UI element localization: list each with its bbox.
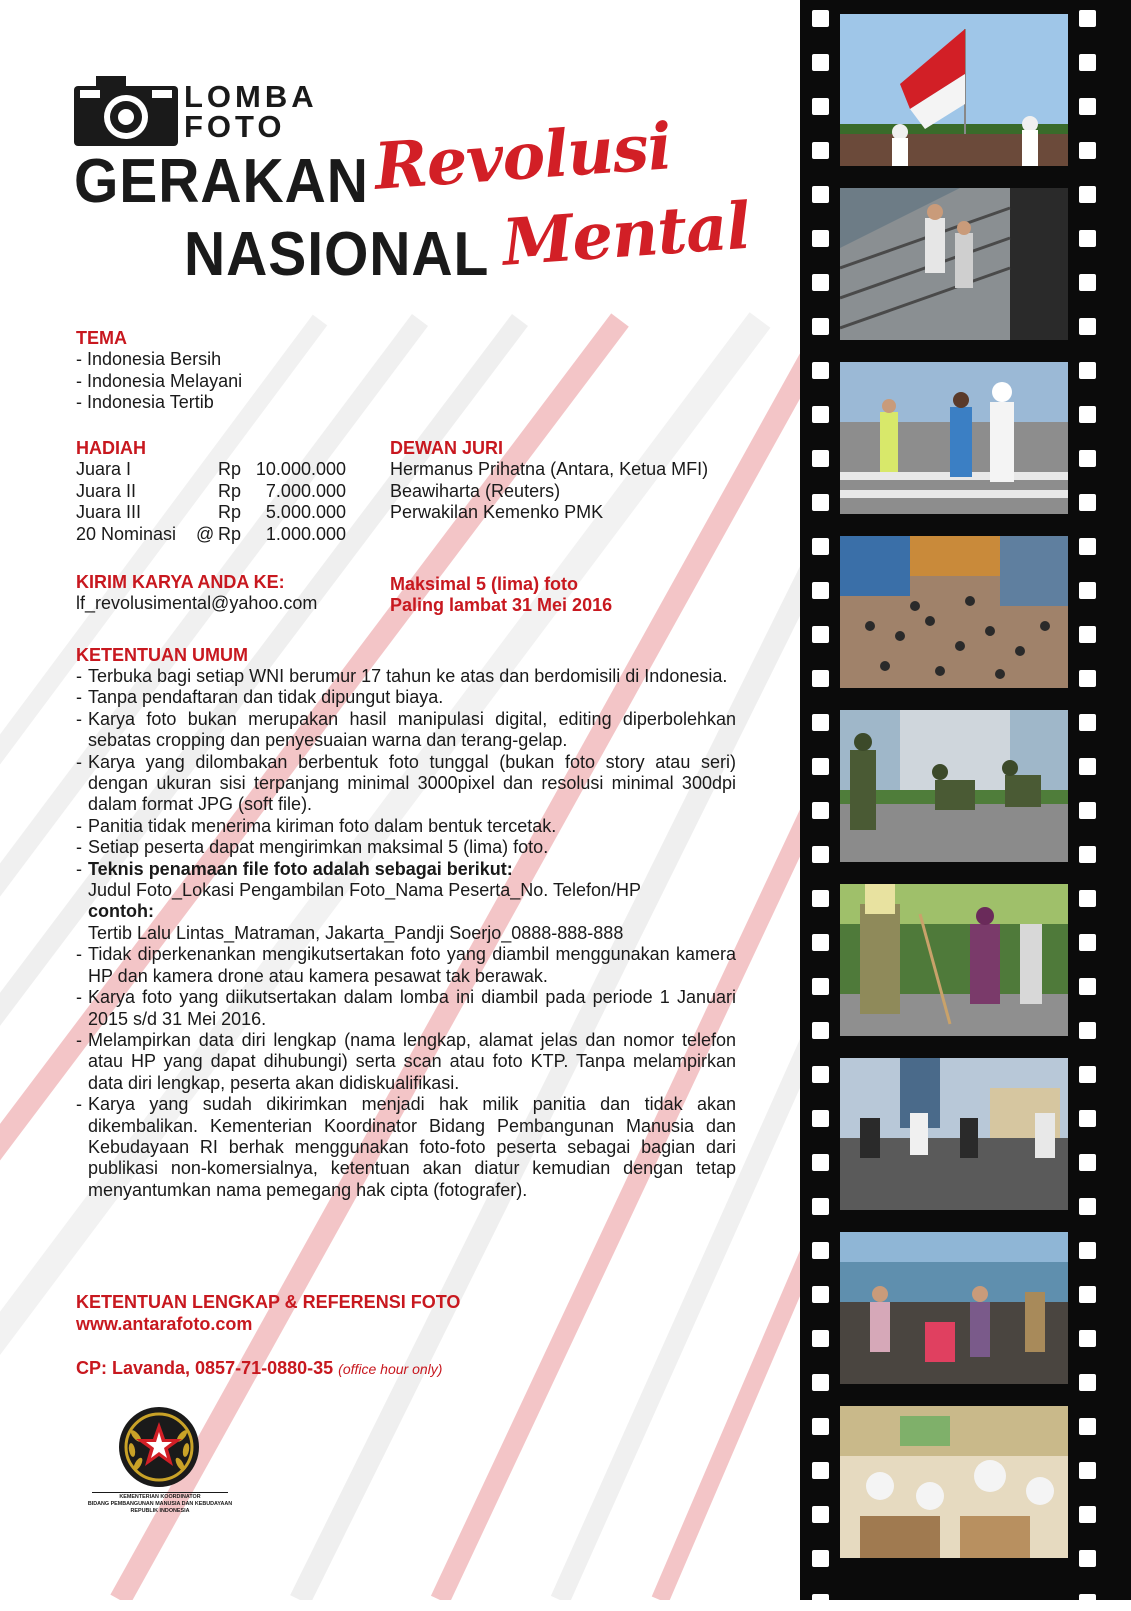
prize-row — [76, 524, 346, 546]
film-perforation — [812, 758, 829, 775]
tema-item: - Indonesia Melayani — [76, 370, 243, 391]
film-perforation — [1079, 714, 1096, 731]
photo-soldiers-cleaning — [840, 710, 1068, 862]
film-perforation — [812, 846, 829, 863]
film-perforation — [1079, 1198, 1096, 1215]
film-perforation — [1079, 10, 1096, 27]
prize-at: @ — [196, 523, 215, 544]
ministry-line: BIDANG PEMBANGUNAN MANUSIA DAN KEBUDAYAAN — [87, 1501, 233, 1507]
film-perforation — [1079, 186, 1096, 203]
prize-row — [76, 502, 346, 524]
submission-email[interactable]: lf_revolusimental@yahoo.com — [76, 593, 318, 613]
film-perforation — [1079, 758, 1096, 775]
film-perforation — [812, 1286, 829, 1303]
film-perforation — [812, 142, 829, 159]
kirim-section — [76, 572, 317, 615]
tema-heading: TEMA — [76, 328, 127, 348]
title-revolusi: Revolusi — [372, 109, 674, 205]
film-perforation — [1079, 1506, 1096, 1523]
film-perforation — [1079, 494, 1096, 511]
tema-item: - Indonesia Tertib — [76, 392, 214, 412]
rule-item: - Tanpa pendaftaran dan tidak dipungut biaya. — [76, 687, 736, 708]
deadline: Paling lambat 31 Mei 2016 — [390, 595, 613, 615]
film-perforation — [1079, 1550, 1096, 1567]
example-label: contoh: — [88, 901, 154, 922]
film-perforation — [1079, 98, 1096, 115]
contact-person — [76, 1358, 442, 1379]
film-perforation — [812, 1418, 829, 1435]
film-perforation — [1079, 846, 1096, 863]
film-perforation — [1079, 1594, 1096, 1611]
film-perforation — [1079, 626, 1096, 643]
film-perforation — [1079, 1022, 1096, 1039]
filename-example: Tertib Lalu Lintas_Matraman, Jakarta_Pandji Soerjo_0888-888-888 — [88, 922, 624, 943]
rule-item: - Setiap peserta dapat mengirimkan maksimal 5 (lima) foto. — [76, 837, 736, 858]
rules-list — [76, 666, 736, 1201]
prize-currency: Rp — [218, 502, 242, 522]
rule-item: - Karya foto yang diikutsertakan dalam lomba ini diambil pada periode 1 Januari 2015 s/d 31 Mei 2016. — [76, 987, 736, 1030]
film-perforation — [812, 318, 829, 335]
film-perforation — [812, 1154, 829, 1171]
film-perforation — [1079, 890, 1096, 907]
film-perforation — [1079, 1330, 1096, 1347]
prize-currency: Rp — [218, 523, 242, 544]
tema-section — [76, 328, 242, 414]
film-perforation — [812, 1550, 829, 1567]
film-perforation — [812, 98, 829, 115]
reference-heading: KETENTUAN LENGKAP & REFERENSI FOTO — [76, 1292, 461, 1312]
film-perforations-right — [1079, 0, 1099, 1600]
ministry-emblem-icon — [118, 1406, 200, 1488]
contact-note: (office hour only) — [338, 1361, 443, 1377]
film-perforation — [812, 1242, 829, 1259]
prize-row — [76, 481, 346, 503]
film-perforation — [812, 1022, 829, 1039]
rule-item: - Terbuka bagi setiap WNI berumur 17 tahun ke atas dan berdomisili di Indonesia. — [76, 666, 736, 687]
film-perforation — [812, 10, 829, 27]
film-perforation — [812, 1066, 829, 1083]
prize-row — [76, 459, 346, 481]
prize-currency: Rp — [218, 459, 242, 479]
film-perforation — [1079, 230, 1096, 247]
photo-stairs-helping — [840, 188, 1068, 340]
film-perforation — [1079, 318, 1096, 335]
film-perforation — [812, 1506, 829, 1523]
film-perforation — [1079, 54, 1096, 71]
film-perforation — [812, 1594, 829, 1611]
film-perforation — [1079, 582, 1096, 599]
prize-amount: 7.000.000 — [265, 480, 346, 501]
film-perforation — [812, 538, 829, 555]
photo-street-crossing — [840, 362, 1068, 514]
prize-at — [196, 459, 218, 481]
film-perforation — [1079, 1154, 1096, 1171]
max-photos: Maksimal 5 (lima) foto — [390, 574, 579, 594]
film-perforation — [1079, 1418, 1096, 1435]
lomba-text: LOMBA — [184, 79, 318, 114]
photo-crowd — [840, 536, 1068, 688]
dewan-juri-heading: DEWAN JURI — [390, 438, 504, 458]
film-perforation — [812, 1110, 829, 1127]
film-perforation — [1079, 1110, 1096, 1127]
prize-amount: 5.000.000 — [265, 502, 346, 522]
film-perforation — [812, 186, 829, 203]
rule-item: - Panitia tidak menerima kiriman foto dalam bentuk tercetak. — [76, 816, 736, 837]
film-perforation — [1079, 538, 1096, 555]
prize-label: 20 Nominasi — [76, 523, 177, 544]
film-perforation — [812, 670, 829, 687]
film-perforation — [812, 626, 829, 643]
kirim-heading: KIRIM KARYA ANDA KE: — [76, 572, 285, 592]
film-perforation — [812, 1198, 829, 1215]
rule-item: - Karya foto bukan merupakan hasil manipulasi digital, editing diperbolehkan sebatas cropping dan penyesuaian warna dan terang-gelap. — [76, 709, 736, 752]
rule-item: - Karya yang dilombakan berbentuk foto tunggal (bukan foto story atau seri) dengan ukuran sisi terpanjang minimal 3000pixel dan resolusi minimal 300dpi dalam format JPG (soft file). — [76, 752, 736, 816]
prize-label: Juara I — [76, 459, 132, 479]
prize-at — [196, 481, 218, 503]
film-perforation — [1079, 978, 1096, 995]
film-perforation — [812, 714, 829, 731]
juri-member: Beawiharta (Reuters) — [390, 480, 561, 501]
film-perforation — [1079, 362, 1096, 379]
prize-amount: 1.000.000 — [265, 523, 346, 544]
photo-classroom — [840, 1406, 1068, 1558]
juri-member: Hermanus Prihatna (Antara, Ketua MFI) — [390, 459, 709, 479]
film-perforation — [1079, 934, 1096, 951]
title-mental: Mental — [500, 188, 753, 281]
tema-item: - Indonesia Bersih — [76, 349, 222, 369]
film-perforation — [1079, 274, 1096, 291]
film-perforation — [812, 978, 829, 995]
hadiah-heading: HADIAH — [76, 438, 146, 458]
ministry-name — [72, 1492, 248, 1515]
film-perforation — [812, 406, 829, 423]
website-link[interactable]: www.antarafoto.com — [76, 1313, 253, 1334]
film-perforation — [812, 1330, 829, 1347]
ministry-line: KEMENTERIAN KOORDINATOR — [119, 1494, 201, 1500]
film-perforation — [1079, 1066, 1096, 1083]
photo-city-cleanup — [840, 1058, 1068, 1210]
film-perforation — [812, 230, 829, 247]
dewan-juri-section — [390, 438, 708, 524]
juri-member: Perwakilan Kemenko PMK — [390, 502, 604, 522]
hadiah-section — [76, 438, 346, 545]
film-perforation — [812, 934, 829, 951]
reference-section — [76, 1292, 460, 1335]
film-perforation — [812, 274, 829, 291]
ketentuan-heading: KETENTUAN UMUM — [76, 645, 248, 665]
title-gerakan: GERAKAN — [74, 147, 369, 216]
film-perforation — [812, 890, 829, 907]
prize-currency: Rp — [218, 480, 242, 501]
prize-at — [196, 502, 218, 524]
film-perforation — [1079, 406, 1096, 423]
title-nasional: NASIONAL — [184, 220, 490, 289]
film-perforations-left — [812, 0, 832, 1600]
ketentuan-umum-section — [76, 645, 736, 1201]
rule-item-filename — [76, 859, 736, 945]
film-perforation — [812, 582, 829, 599]
rule-item: - Karya yang sudah dikirimkan menjadi hak milik panitia dan tidak akan dikembalikan. Kementerian Koordinator Bidang Pembangunan Manusia dan Kebudayaan RI berhak menggunakan foto-foto peserta sebagai bagian dari publikasi non-komersialnya, ketentuan akan diatur kemudian dengan tetap menyantumkan nama pemegang hak cipta (fotografer). — [76, 1094, 736, 1201]
prize-amount: 10.000.000 — [255, 459, 346, 479]
ministry-line: REPUBLIK INDONESIA — [130, 1508, 190, 1514]
rule-item: - Melampirkan data diri lengkap (nama lengkap, alamat jelas dan nomor telefon atau HP yang dapat dihubungi) serta scan atau foto KTP. Tanpa melampirkan data diri lengkap, peserta akan didiskualifikasi. — [76, 1030, 736, 1094]
film-perforation — [812, 1462, 829, 1479]
contact-text: CP: Lavanda, 0857-71-0880-35 — [76, 1358, 334, 1378]
film-perforation — [1079, 450, 1096, 467]
film-perforation — [812, 1374, 829, 1391]
film-perforation — [1079, 670, 1096, 687]
photo-flag-ceremony — [840, 14, 1068, 166]
photo-sweeping-park — [840, 884, 1068, 1036]
film-perforation — [1079, 1374, 1096, 1391]
film-perforation — [1079, 1286, 1096, 1303]
prize-label: Juara II — [76, 480, 137, 501]
filename-format: Judul Foto_Lokasi Pengambilan Foto_Nama Peserta_No. Telefon/HP — [88, 880, 641, 901]
film-perforation — [812, 362, 829, 379]
foto-text: FOTO — [184, 109, 286, 144]
prize-label: Juara III — [76, 502, 142, 522]
film-perforation — [812, 494, 829, 511]
film-perforation — [1079, 142, 1096, 159]
film-perforation — [1079, 1242, 1096, 1259]
film-strip — [800, 0, 1131, 1600]
camera-icon — [74, 76, 178, 146]
filename-rule-title: - Teknis penamaan file foto adalah sebagai berikut: — [88, 858, 513, 879]
lomba-foto-label — [184, 79, 318, 144]
film-perforation — [1079, 1462, 1096, 1479]
film-perforation — [812, 450, 829, 467]
photo-beach-cleanup — [840, 1232, 1068, 1384]
film-perforation — [1079, 802, 1096, 819]
submission-limits — [390, 574, 612, 616]
rule-item: - Tidak diperkenankan mengikutsertakan foto yang diambil menggunakan kamera HP dan kamera drone atau kamera pesawat tak berawak. — [76, 944, 736, 987]
film-perforation — [812, 802, 829, 819]
film-perforation — [812, 54, 829, 71]
